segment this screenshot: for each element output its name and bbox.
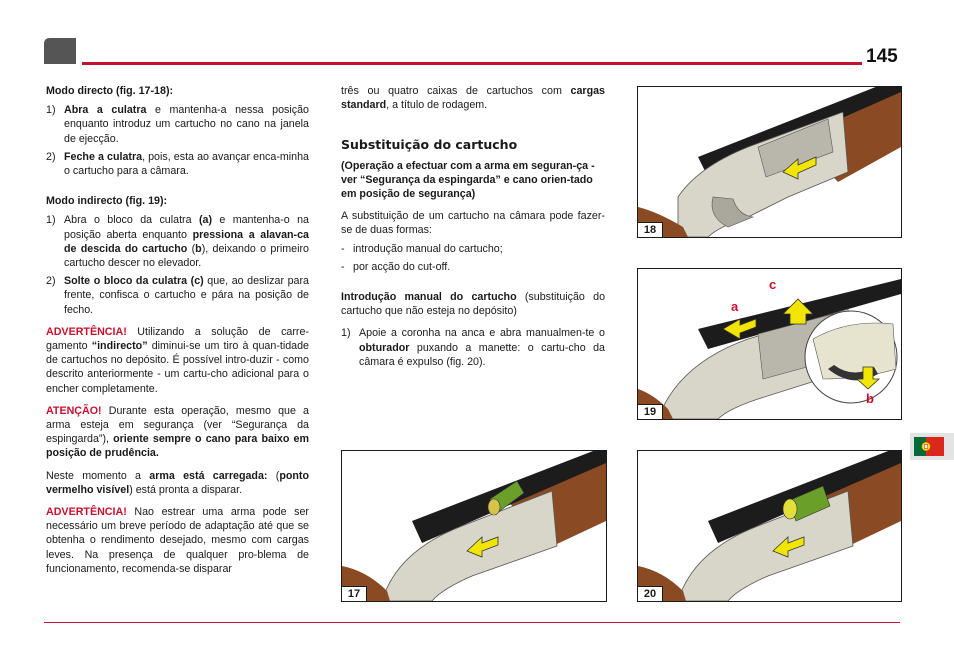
direct-step-2 <box>46 150 309 178</box>
step-bold: Solte o bloco da culatra (c) <box>64 275 204 288</box>
paragraph-bold: “indirecto” <box>91 340 148 353</box>
option-item <box>341 242 605 256</box>
warning-paragraph-1 <box>46 325 309 396</box>
figure-20 <box>637 450 902 602</box>
option-text: introdução manual do cartucho; <box>353 242 503 255</box>
step-number: 1) <box>341 327 351 340</box>
paragraph-text: três ou quatro caixas de cartuchos com <box>341 85 571 97</box>
footer-rule <box>44 622 900 623</box>
step-text: e mantenha-o na posição aberta enquanto <box>64 214 310 241</box>
option-text: por acção do cut-off. <box>353 260 451 273</box>
paragraph-text: ) está pronta a disparar. <box>129 483 243 496</box>
step-bold: b <box>195 242 202 255</box>
manual-intro-paragraph <box>341 290 605 318</box>
loaded-paragraph <box>46 469 309 497</box>
step-text: puxando a manette: o cartu-cho da câmara é expulso (fig. 20). <box>359 341 605 368</box>
paragraph-bold: arma está carregada: <box>149 469 268 482</box>
replace-paragraph: A substituição de um cartucho na câmara pode fazer-se de duas formas: <box>341 210 605 237</box>
step-number: 1) <box>46 104 56 117</box>
warning-paragraph-2 <box>46 505 309 576</box>
section-title: Substituição do cartucho <box>341 137 518 153</box>
label-c: c <box>769 277 777 292</box>
paragraph-text: Nao estrear uma arma pode ser necessário um breve período de adaptação até que se obtenha o rendimento desejado, mesmo com cargas leves. Na presença de qualquer pro-blema de funcionamento, recomenda-se disparar <box>46 506 309 575</box>
direct-mode-heading: Modo directo (fig. 17-18): <box>46 85 174 97</box>
shotgun-receiver-illustration <box>638 87 901 237</box>
paragraph-text: Durante esta operação, mesmo que a arma esteja em segurança (ver “Segurança da espingarda”), <box>46 404 309 446</box>
paragraph-bold: ponto vermelho visível <box>46 469 309 496</box>
paragraph-bold: oriente sempre o cano para baixo em posição de prudência. <box>46 433 309 460</box>
indirect-step-1 <box>46 213 309 270</box>
figure-number: 18 <box>638 222 663 237</box>
direct-step-1 <box>46 103 309 146</box>
shotgun-receiver-illustration <box>638 269 901 419</box>
warning-label: ADVERTÊNCIA! <box>46 506 127 519</box>
figure-number: 20 <box>638 586 663 601</box>
paragraph-text: Utilizando a solução de carre-gamento <box>46 325 309 353</box>
safety-note <box>341 159 605 202</box>
paragraph-text: ( <box>267 469 280 482</box>
paragraph-text: , a título de rodagem. <box>386 99 488 112</box>
attention-paragraph <box>46 404 309 461</box>
step-bold: obturador <box>359 341 410 354</box>
header-rule <box>82 62 862 65</box>
label-a: a <box>731 299 739 314</box>
safety-note-text: (Operação a efectuar com a arma em seguran-ça - ver “Segurança da espingarda” e cano orien-tado em posição de segurança) <box>341 159 595 201</box>
figure-number: 19 <box>638 404 663 419</box>
figure-number: 17 <box>342 586 367 601</box>
step-text: que, ao deslizar para frente, confisca o cartucho e pára na posição de fecho. <box>64 275 309 316</box>
step-bold: (a) <box>198 214 212 227</box>
option-item <box>341 260 605 274</box>
option-dash: - <box>341 242 345 255</box>
step-text: Abra o bloco da culatra <box>64 214 199 227</box>
step-number: 2) <box>46 275 56 288</box>
figure-18 <box>637 86 902 238</box>
figure-17 <box>341 450 607 602</box>
paragraph-text: (substituição do cartucho que não esteja no depósito) <box>341 291 606 318</box>
shotgun-receiver-illustration <box>342 451 606 601</box>
manual-step-1 <box>341 326 605 369</box>
intro-paragraph <box>341 84 605 112</box>
indirect-step-2 <box>46 274 309 317</box>
step-number: 2) <box>46 150 56 163</box>
step-bold: Abra a culatra <box>64 104 147 117</box>
paragraph-bold: Introdução manual do cartucho <box>341 291 517 304</box>
step-bold: pressiona a alavan-ca de descida do cartucho <box>64 228 309 255</box>
shotgun-receiver-illustration <box>638 451 901 601</box>
indirect-mode-heading: Modo indirecto (fig. 19): <box>46 195 168 208</box>
attention-label: ATENÇÃO! <box>46 404 102 417</box>
portugal-flag-icon <box>914 437 944 456</box>
step-text: , pois, esta ao avançar enca-minha o cartucho para a câmara. <box>64 150 309 178</box>
option-dash: - <box>341 260 345 273</box>
paragraph-text: diminui-se um tiro à quan-tidade de cartuchos no depósito. É possível intro-duzir - como descrito anteriormente - um cartu-cho adicional para o encher completamente. <box>46 340 309 395</box>
page-number: 145 <box>866 46 898 67</box>
page-corner-tab-icon <box>44 38 76 64</box>
step-text: e mantenha-a nessa posição enquanto introduz um cartucho no cano na janela de ejecção. <box>64 104 310 145</box>
step-text: ), deixando o primeiro cartucho descer no elevador. <box>64 242 309 270</box>
warning-label: ADVERTÊNCIA! <box>46 325 127 338</box>
step-text: ( <box>187 242 196 255</box>
paragraph-text: Neste momento a <box>46 469 150 482</box>
step-text: Apoie a coronha na anca e abra manualmen-te o <box>359 327 605 340</box>
text-column-middle <box>341 84 605 373</box>
step-bold: Feche a culatra <box>64 150 143 163</box>
text-column-left <box>46 84 309 584</box>
label-b: b <box>866 391 874 406</box>
paragraph-bold: cargas standard <box>341 85 605 112</box>
language-tab <box>910 433 954 460</box>
figure-19 <box>637 268 902 420</box>
step-number: 1) <box>46 214 56 227</box>
